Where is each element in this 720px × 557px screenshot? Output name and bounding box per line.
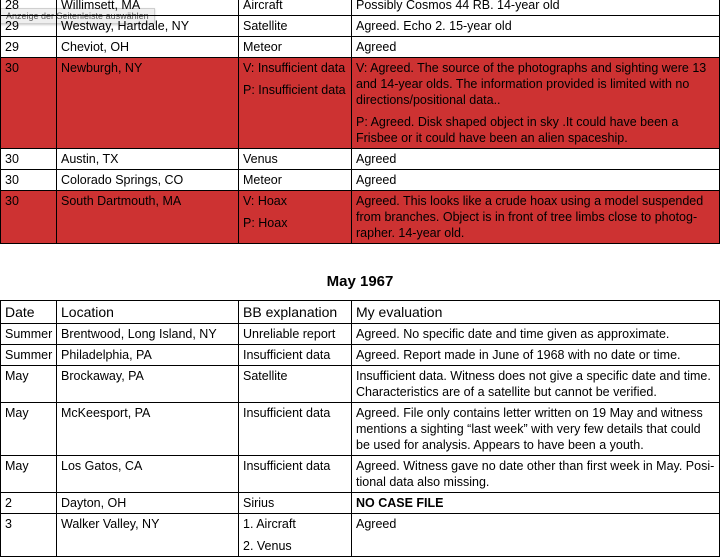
evaluation-cell: Insufficient data. Witness does not give a specific date and time. Characteristics are of a satellite but cannot be verified. xyxy=(352,366,720,403)
evaluation-cell: Agreed xyxy=(352,514,720,557)
explanation-cell xyxy=(239,324,352,345)
explanation-cell xyxy=(239,37,352,58)
explanation-line: Insufficient data xyxy=(243,406,331,420)
table-row xyxy=(1,324,720,345)
explanation-cell xyxy=(239,514,352,557)
explanation-line: V: Insufficient data xyxy=(243,61,346,75)
explanation-line: Satellite xyxy=(243,19,288,33)
explanation-cell xyxy=(239,403,352,456)
date-cell: 30 xyxy=(1,191,57,244)
date-cell: May xyxy=(1,456,57,493)
date-cell: 30 xyxy=(1,149,57,170)
date-cell: 2 xyxy=(1,493,57,514)
explanation-line: P: Hoax xyxy=(243,216,288,230)
location-cell: Philadelphia, PA xyxy=(57,345,239,366)
table-row xyxy=(1,493,720,514)
explanation-cell xyxy=(239,366,352,403)
header-location: Location xyxy=(57,301,239,324)
table-row xyxy=(1,345,720,366)
explanation-cell xyxy=(239,345,352,366)
section-title: May 1967 xyxy=(326,273,394,290)
date-cell: May xyxy=(1,366,57,403)
evaluation-paragraph: Agreed. This looks like a crude hoax using a model suspended from branches. Object is in front of tree limbs close to photog-rapher. 14-year old. xyxy=(356,194,704,240)
evaluation-cell xyxy=(352,37,720,58)
evaluation-cell: Agreed. No specific date and time given as approximate. xyxy=(352,324,720,345)
header-evaluation: My evaluation xyxy=(352,301,720,324)
explanation-line: 1. Aircraft xyxy=(243,517,296,531)
table-row xyxy=(1,16,720,37)
table-row xyxy=(1,514,720,557)
location-cell: Walker Valley, NY xyxy=(57,514,239,557)
explanation-line: Insufficient data xyxy=(243,459,331,473)
evaluation-cell xyxy=(352,170,720,191)
location-cell: Brentwood, Long Island, NY xyxy=(57,324,239,345)
sidebar-tooltip: Anzeige der Seitenleiste auswählen xyxy=(0,8,155,24)
explanation-line: Satellite xyxy=(243,369,288,383)
evaluation-cell: NO CASE FILE xyxy=(352,493,720,514)
location-cell: Westway, Hartdale, NY xyxy=(57,16,239,37)
explanation-cell xyxy=(239,58,352,149)
table-row xyxy=(1,403,720,456)
location-cell: Colorado Springs, CO xyxy=(57,170,239,191)
evaluation-cell xyxy=(352,58,720,149)
explanation-line: Meteor xyxy=(243,40,282,54)
explanation-line: Sirius xyxy=(243,496,275,510)
explanation-line: Meteor xyxy=(243,173,282,187)
location-cell: Cheviot, OH xyxy=(57,37,239,58)
date-cell: 29 xyxy=(1,37,57,58)
evaluation-cell xyxy=(352,16,720,37)
explanation-cell xyxy=(239,456,352,493)
date-cell: Summer xyxy=(1,345,57,366)
explanation-line: P: Insufficient data xyxy=(243,83,346,97)
explanation-line: Aircraft xyxy=(243,0,283,12)
table-row xyxy=(1,191,720,244)
location-cell: Los Gatos, CA xyxy=(57,456,239,493)
date-cell: 29 xyxy=(1,16,57,37)
explanation-cell xyxy=(239,191,352,244)
location-cell: Austin, TX xyxy=(57,149,239,170)
top-sightings-table xyxy=(0,0,720,244)
date-cell: May xyxy=(1,403,57,456)
evaluation-paragraph: Agreed xyxy=(356,152,397,166)
explanation-cell xyxy=(239,149,352,170)
evaluation-cell: Agreed. File only contains letter written on 19 May and witness mentions a sighting “last week” with very few details that could be used for analysis. Appears to have been a youth. xyxy=(352,403,720,456)
location-cell: Willimsett, MA xyxy=(57,0,239,16)
explanation-cell xyxy=(239,16,352,37)
table-header-row xyxy=(1,301,720,324)
evaluation-paragraph: P: Agreed. Disk shaped object in sky .It could have been a Frisbee or it could have been an alien spaceship. xyxy=(356,115,679,145)
evaluation-paragraph: Possibly Cosmos 44 RB. 14-year old xyxy=(356,0,560,12)
evaluation-cell xyxy=(352,0,720,16)
table-row xyxy=(1,170,720,191)
evaluation-paragraph: Agreed. Echo 2. 15-year old xyxy=(356,19,512,33)
table-row xyxy=(1,58,720,149)
may-1967-table xyxy=(0,300,720,557)
explanation-line: Unreliable report xyxy=(243,327,336,341)
evaluation-paragraph: Agreed xyxy=(356,173,397,187)
date-cell: 3 xyxy=(1,514,57,557)
evaluation-cell xyxy=(352,149,720,170)
explanation-line: Venus xyxy=(243,152,278,166)
evaluation-cell xyxy=(352,191,720,244)
date-cell: Summer xyxy=(1,324,57,345)
explanation-cell xyxy=(239,170,352,191)
location-cell: Newburgh, NY xyxy=(57,58,239,149)
location-cell: South Dartmouth, MA xyxy=(57,191,239,244)
location-cell: McKeesport, PA xyxy=(57,403,239,456)
explanation-line: Insufficient data xyxy=(243,348,331,362)
header-date: Date xyxy=(1,301,57,324)
location-cell: Dayton, OH xyxy=(57,493,239,514)
date-cell: 28 xyxy=(1,0,57,16)
evaluation-paragraph: V: Agreed. The source of the photographs and sighting were 13 and 14-year olds. The information provided is limited with no directions/positional data.. xyxy=(356,61,707,107)
table-row xyxy=(1,0,720,16)
evaluation-cell: Agreed. Report made in June of 1968 with no date or time. xyxy=(352,345,720,366)
date-cell: 30 xyxy=(1,170,57,191)
table-row xyxy=(1,37,720,58)
explanation-cell xyxy=(239,493,352,514)
date-cell: 30 xyxy=(1,58,57,149)
explanation-line: V: Hoax xyxy=(243,194,288,208)
location-cell: Brockaway, PA xyxy=(57,366,239,403)
explanation-cell xyxy=(239,0,352,16)
table-row xyxy=(1,366,720,403)
evaluation-paragraph: Agreed xyxy=(356,40,397,54)
table-row xyxy=(1,456,720,493)
explanation-line: 2. Venus xyxy=(243,539,292,553)
header-explanation: BB explanation xyxy=(239,301,352,324)
table-row xyxy=(1,149,720,170)
evaluation-cell: Agreed. Witness gave no date other than first week in May. Posi-tional data also missing. xyxy=(352,456,720,493)
